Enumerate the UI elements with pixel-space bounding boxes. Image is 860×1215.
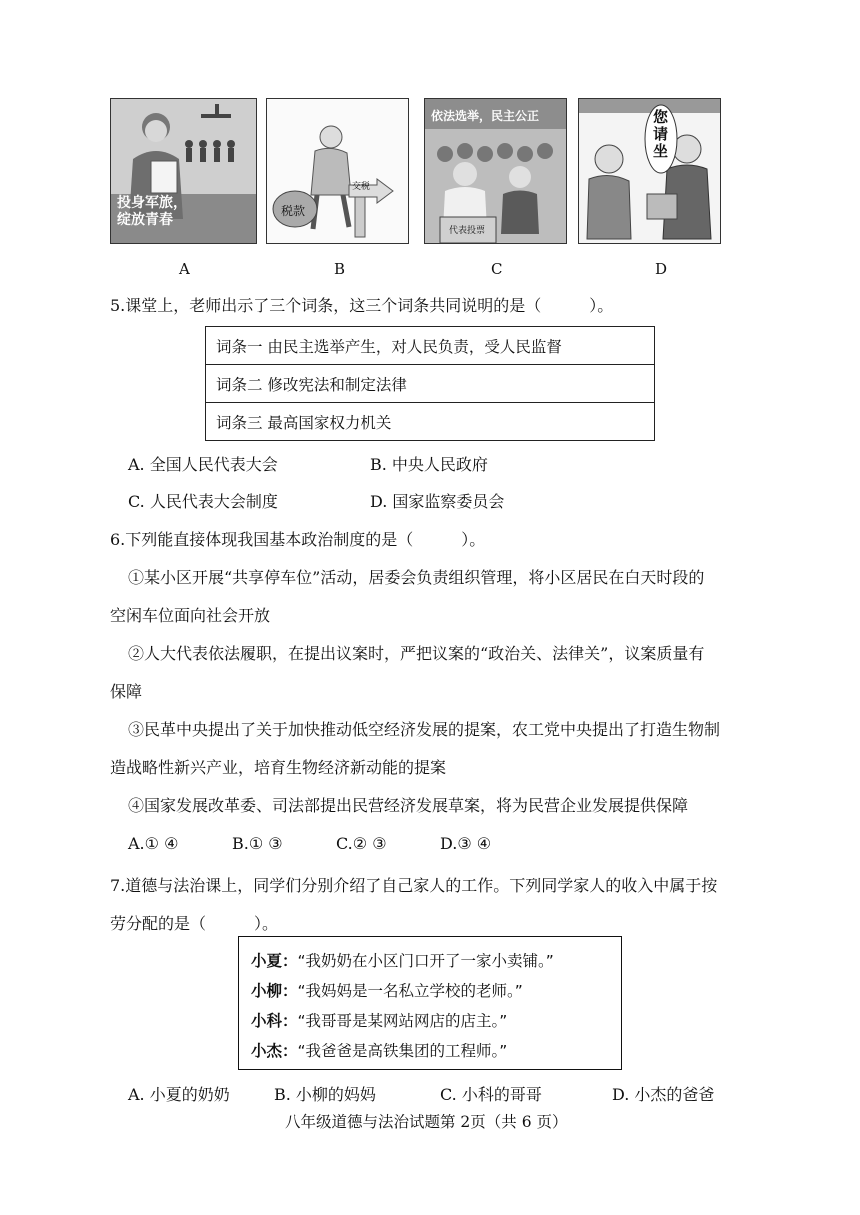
q6-line-5: ③民革中央提出了关于加快推动低空经济发展的提案，农工党中央提出了打造生物制	[128, 720, 721, 739]
image-c-banner: 依法选举，民主公正	[431, 109, 540, 123]
q6-line-1: ①某小区开展“共享停车位”活动，居委会负责组织管理，将小区居民在白天时段的	[128, 568, 705, 587]
image-c-box-label: 代表投票	[449, 226, 486, 236]
q7-speaker-3: 小科：	[251, 1012, 298, 1030]
caption-c: C	[491, 260, 503, 278]
q6-line-7: ④国家发展改革委、司法部提出民营经济发展草案，将为民营企业发展提供保障	[128, 796, 689, 815]
q7-option-b[interactable]: B. 小柳的妈妈	[274, 1085, 376, 1104]
q7-speaker-2: 小柳：	[251, 982, 298, 1000]
q6-option-a[interactable]: A.① ④	[128, 834, 179, 853]
image-a-overlay-text: 投身军旅， 绽放青春	[117, 195, 187, 228]
q6-option-b[interactable]: B.① ③	[232, 834, 283, 853]
taxpayer-illustration	[267, 99, 408, 243]
q6-stem: 6.下列能直接体现我国基本政治制度的是（ ）。	[110, 530, 486, 549]
image-d-speech-bubble: 您请坐	[653, 108, 669, 160]
q7-dialog-line-3	[251, 1009, 507, 1031]
q6-line-6: 造战略性新兴产业，培育生物经济新动能的提案	[110, 758, 447, 777]
q7-quote-1: “我奶奶在小区门口开了一家小卖铺。”	[297, 952, 554, 970]
image-b-arrow-label: 交税	[352, 182, 371, 192]
q5-stem: 5.课堂上，老师出示了三个词条，这三个词条共同说明的是（ ）。	[110, 296, 614, 315]
q5-entry-2: 词条二 修改宪法和制定法律	[206, 365, 654, 403]
q6-line-3: ②人大代表依法履职，在提出议案时，严把议案的“政治关、法律关”，议案质量有	[128, 644, 705, 663]
q6-option-d[interactable]: D.③ ④	[440, 834, 492, 853]
image-b-taxes	[266, 98, 409, 244]
q5-option-a[interactable]: A. 全国人民代表大会	[128, 455, 278, 474]
q7-quote-2: “我妈妈是一名私立学校的老师。”	[297, 982, 523, 1000]
q7-stem-line-1: 7.道德与法治课上，同学们分别介绍了自己家人的工作。下列同学家人的收入中属于按	[110, 876, 718, 895]
q5-entries-table	[205, 326, 655, 441]
q7-option-d[interactable]: D. 小杰的爸爸	[612, 1085, 715, 1104]
caption-d: D	[655, 260, 668, 278]
q7-speaker-1: 小夏：	[251, 952, 298, 970]
q7-speaker-4: 小杰：	[251, 1042, 298, 1060]
q7-dialog-box	[238, 936, 622, 1070]
q7-dialog-line-2	[251, 979, 523, 1001]
q7-dialog-line-1	[251, 949, 554, 971]
q6-option-c[interactable]: C.② ③	[336, 834, 387, 853]
q7-option-c[interactable]: C. 小科的哥哥	[440, 1085, 542, 1104]
image-d-offer-seat	[578, 98, 721, 244]
image-b-tax-label: 税款	[281, 204, 306, 218]
seat-offering-illustration	[579, 99, 720, 243]
image-a-recruitment	[110, 98, 257, 244]
q7-quote-3: “我哥哥是某网站网店的店主。”	[297, 1012, 508, 1030]
image-c-election	[424, 98, 567, 244]
q5-option-b[interactable]: B. 中央人民政府	[370, 455, 488, 474]
q5-option-d[interactable]: D. 国家监察委员会	[370, 492, 505, 511]
q6-line-2: 空闲车位面向社会开放	[110, 606, 271, 625]
q5-entry-3: 词条三 最高国家权力机关	[216, 413, 392, 432]
q7-stem-line-2: 劳分配的是（ ）。	[110, 914, 279, 933]
q6-line-4: 保障	[110, 682, 143, 701]
q7-dialog-line-4	[251, 1039, 507, 1061]
caption-a: A	[179, 260, 190, 278]
q7-option-a[interactable]: A. 小夏的奶奶	[128, 1085, 230, 1104]
q5-entry-1: 词条一 由民主选举产生，对人民负责，受人民监督	[206, 327, 654, 365]
page-footer: 八年级道德与法治试题第 2页（共 6 页）	[285, 1113, 568, 1131]
q5-option-c[interactable]: C. 人民代表大会制度	[128, 492, 278, 511]
caption-b: B	[334, 260, 346, 278]
q7-quote-4: “我爸爸是高铁集团的工程师。”	[297, 1042, 508, 1060]
